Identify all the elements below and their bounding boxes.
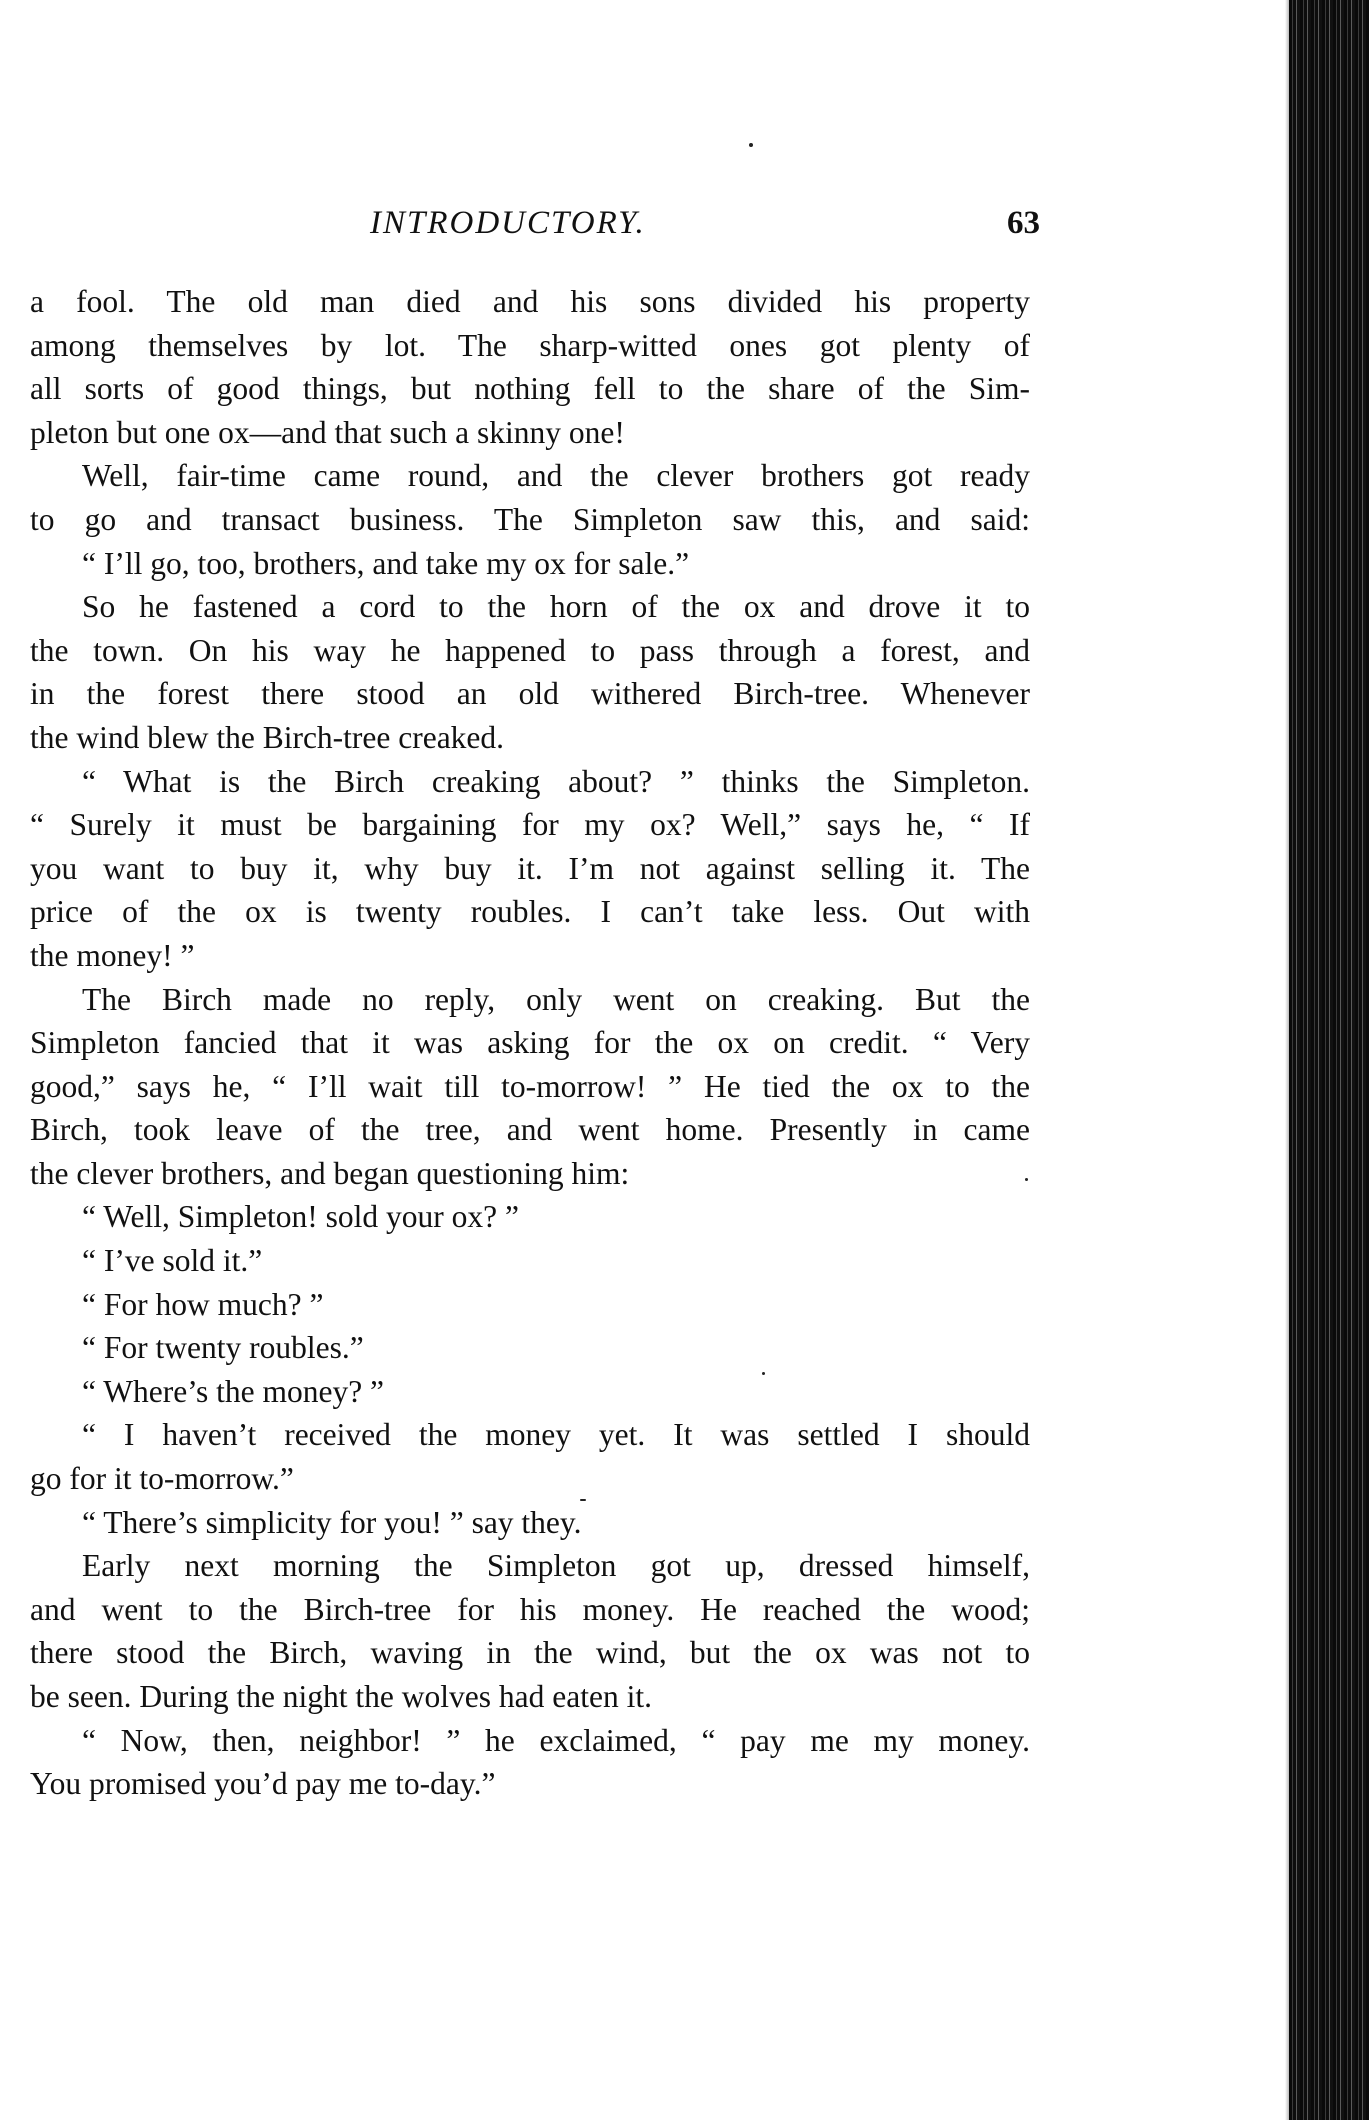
print-speck <box>749 143 753 147</box>
text-line: “ Well, Simpleton! sold your ox? ” <box>82 1199 519 1235</box>
text-line: in the forest there stood an old withered Birch-tree. Whenever <box>30 676 1030 712</box>
text-line: “ Now, then, neighbor! ” he exclaimed, “ pay me my money. <box>82 1722 1030 1758</box>
book-binding <box>1289 0 1369 2120</box>
text-line: Well, fair-time came round, and the clever brothers got ready <box>82 458 1030 494</box>
text-line: “ There’s simplicity for you! ” say they. <box>82 1504 582 1540</box>
text-line: all sorts of good things, but nothing fell to the share of the Sim- <box>30 371 1030 407</box>
text-line: and went to the Birch-tree for his money. He reached the wood; <box>30 1591 1030 1627</box>
text-line: the town. On his way he happened to pass through a forest, and <box>30 632 1030 668</box>
running-title: INTRODUCTORY. <box>370 205 646 241</box>
print-speck <box>580 1499 586 1501</box>
text-line: “ Where’s the money? ” <box>82 1373 385 1409</box>
text-line: pleton but one ox—and that such a skinny one! <box>30 414 625 450</box>
text-line: “ For how much? ” <box>82 1286 324 1322</box>
text-line: “ I’ve sold it.” <box>82 1243 263 1279</box>
print-speck <box>762 1372 765 1375</box>
text-line: the wind blew the Birch-tree creaked. <box>30 719 505 755</box>
text-line: Birch, took leave of the tree, and went home. Presently in came <box>30 1112 1030 1148</box>
text-line: So he fastened a cord to the horn of the ox and drove it to <box>82 589 1030 625</box>
text-line: The Birch made no reply, only went on creaking. But the <box>82 981 1030 1017</box>
body-text <box>30 280 1030 1806</box>
page-number: 63 <box>1007 205 1040 241</box>
text-line: “ For twenty roubles.” <box>82 1330 364 1366</box>
text-line: go for it to-morrow.” <box>30 1461 294 1497</box>
print-speck <box>1025 1178 1028 1181</box>
text-line: “ I’ll go, too, brothers, and take my ox for sale.” <box>82 545 690 581</box>
text-line: price of the ox is twenty roubles. I can’t take less. Out with <box>30 894 1030 930</box>
text-line: you want to buy it, why buy it. I’m not against selling it. The <box>30 850 1030 886</box>
text-line: the money! ” <box>30 937 195 973</box>
text-line: “ I haven’t received the money yet. It was settled I should <box>82 1417 1030 1453</box>
text-line: “ Surely it must be bargaining for my ox? Well,” says he, “ If <box>30 807 1030 843</box>
page-header <box>30 205 1040 265</box>
text-line: good,” says he, “ I’ll wait till to-morrow! ” He tied the ox to the <box>30 1068 1030 1104</box>
text-line: You promised you’d pay me to-day.” <box>30 1766 496 1802</box>
text-line: be seen. During the night the wolves had eaten it. <box>30 1679 652 1714</box>
text-line: Early next morning the Simpleton got up, dressed himself, <box>82 1548 1030 1584</box>
text-line: there stood the Birch, waving in the wind, but the ox was not to <box>30 1635 1030 1671</box>
text-line: “ What is the Birch creaking about? ” thinks the Simpleton. <box>82 763 1030 799</box>
text-line: a fool. The old man died and his sons divided his property <box>30 284 1030 319</box>
text-line: among themselves by lot. The sharp-witted ones got plenty of <box>30 327 1030 363</box>
text-line: to go and transact business. The Simpleton saw this, and said: <box>30 501 1030 537</box>
text-line: Simpleton fancied that it was asking for the ox on credit. “ Very <box>30 1025 1030 1061</box>
text-line: the clever brothers, and began questioning him: <box>30 1155 630 1191</box>
